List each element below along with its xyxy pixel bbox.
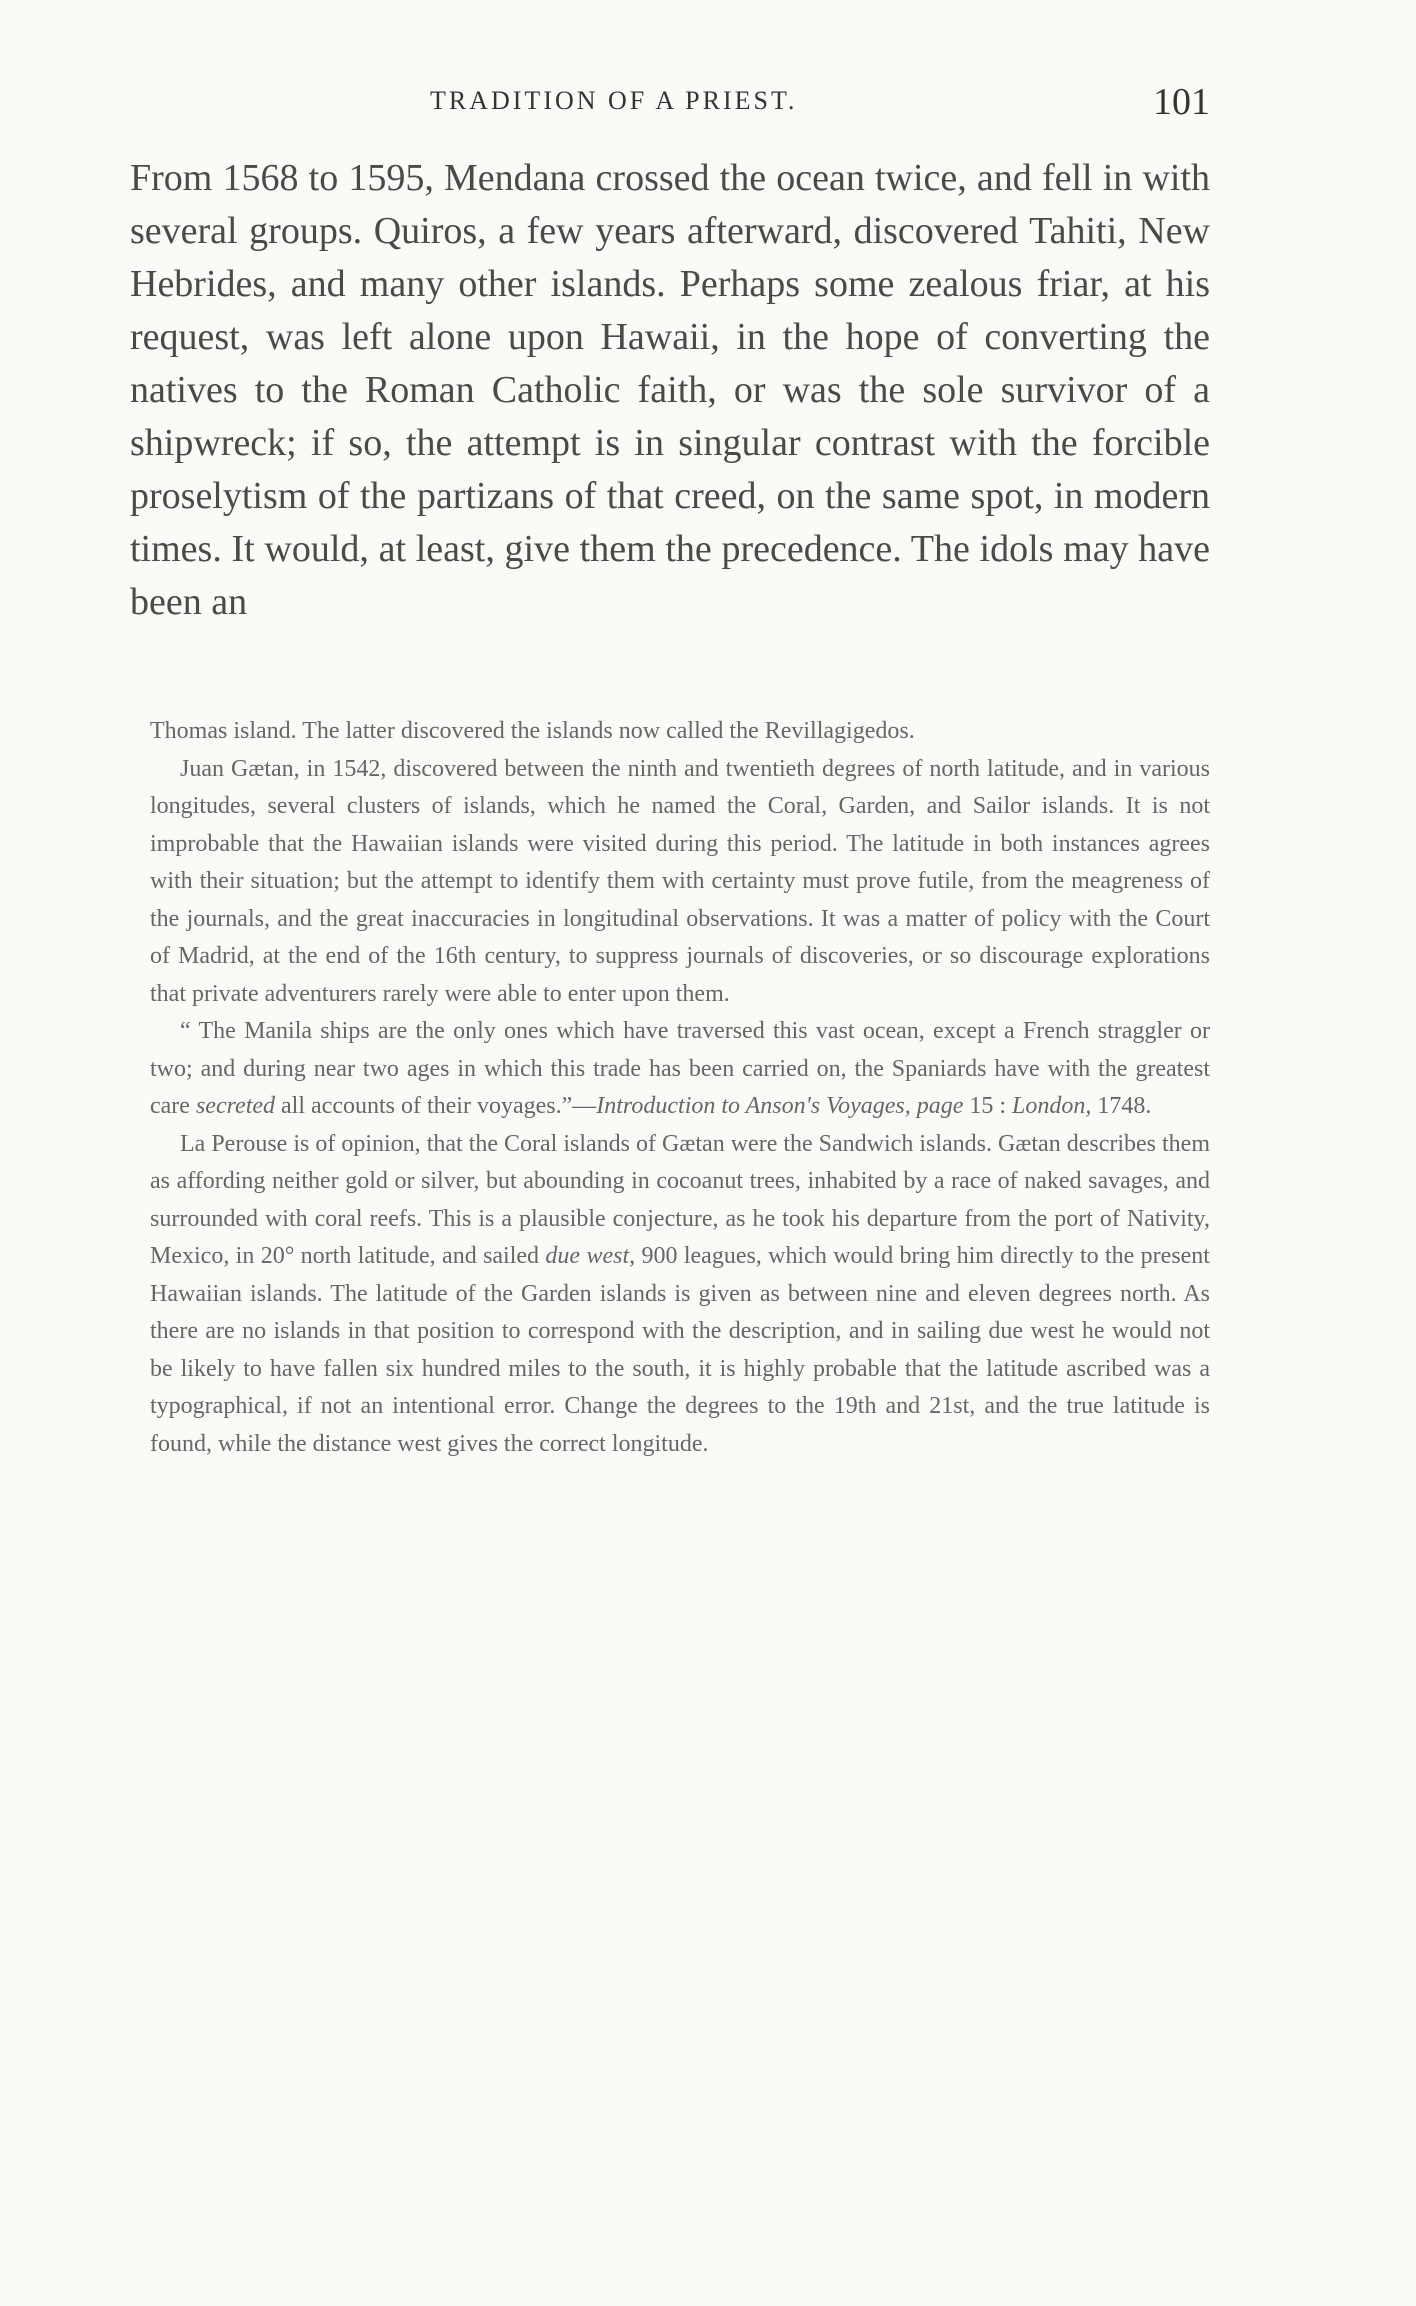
page-number: 101 <box>1153 81 1210 123</box>
perouse-text-b: , 900 leagues, which would bring him directly to the present Hawaiian islands. The latitude of the Garden islands is given as between nine and eleven degrees north. As there are no islands in that position to correspond with the description, and in sailing due west he would not be likely to have fallen six hundred miles to the south, it is highly probable that the latitude ascribed was a typographical, if not an intentional error. Change the degrees to the 19th and 21st, and the true latitude is found, while the distance west gives the correct longitude. <box>150 1243 1210 1457</box>
quote-source-title: Introduction to Anson's Voyages, page <box>596 1093 964 1119</box>
page-header <box>130 80 1210 130</box>
quote-text-4: 1748. <box>1091 1093 1152 1119</box>
note-manila-quote <box>150 1013 1210 1126</box>
running-head: TRADITION OF A PRIEST. <box>430 86 798 115</box>
quote-text-3: 15 : <box>963 1093 1013 1119</box>
note-la-perouse <box>150 1126 1210 1464</box>
main-paragraph: From 1568 to 1595, Mendana crossed the ocean twice, and fell in with several groups. Quiros, a few years afterward, discovered Tahiti, New Hebrides, and many other islands. Perhaps some zealous friar, at his request, was left alone upon Hawaii, in the hope of converting the natives to the Roman Catholic faith, or was the sole survivor of a shipwreck; if so, the attempt is in singular contrast with the forcible proselytism of the partizans of that creed, on the same spot, in modern times. It would, at least, give them the precedence. The idols may have been an <box>130 157 1210 623</box>
quote-text-2: all accounts of their voyages.”— <box>275 1093 597 1119</box>
note-continuation: Thomas island. The latter discovered the islands now called the Revillagigedos. <box>150 718 915 744</box>
note-gaetan: Juan Gætan, in 1542, discovered between the ninth and twentieth degrees of north latitude, and in various longitudes, several clusters of islands, which he named the Coral, Garden, and Sailor islands. It is not improbable that the Hawaiian islands were visited during this period. The latitude in both instances agrees with their situation; but the attempt to identify them with certainty must prove futile, from the meagreness of the journals, and the great inaccuracies in longitudinal observations. It was a matter of policy with the Court of Madrid, at the end of the 16th century, to suppress journals of discoveries, or so discourage explorations that private adventurers rarely were able to enter upon them. <box>150 755 1210 1007</box>
footnotes <box>150 713 1210 1463</box>
quote-text: “ The Manila ships are the only ones which have traversed this vast ocean, except a French straggler or two; and during near two ages in which this trade has been carried on, the Spaniards have with the greatest care <box>150 1018 1210 1119</box>
perouse-emphasis: due west <box>545 1243 630 1269</box>
quote-source-place: London, <box>1012 1093 1092 1119</box>
perouse-text-a: La Perouse is of opinion, that the Coral islands of Gætan were the Sandwich islands. Gætan describes them as affording neither gold or silver, but abounding in cocoanut trees, inhabited by a race of naked savages, and surrounded with coral reefs. This is a plausible conjecture, as he took his departure from the port of Nativity, Mexico, in 20° north latitude, and sailed <box>150 1130 1210 1269</box>
quote-emphasis-secreted: secreted <box>195 1093 276 1119</box>
